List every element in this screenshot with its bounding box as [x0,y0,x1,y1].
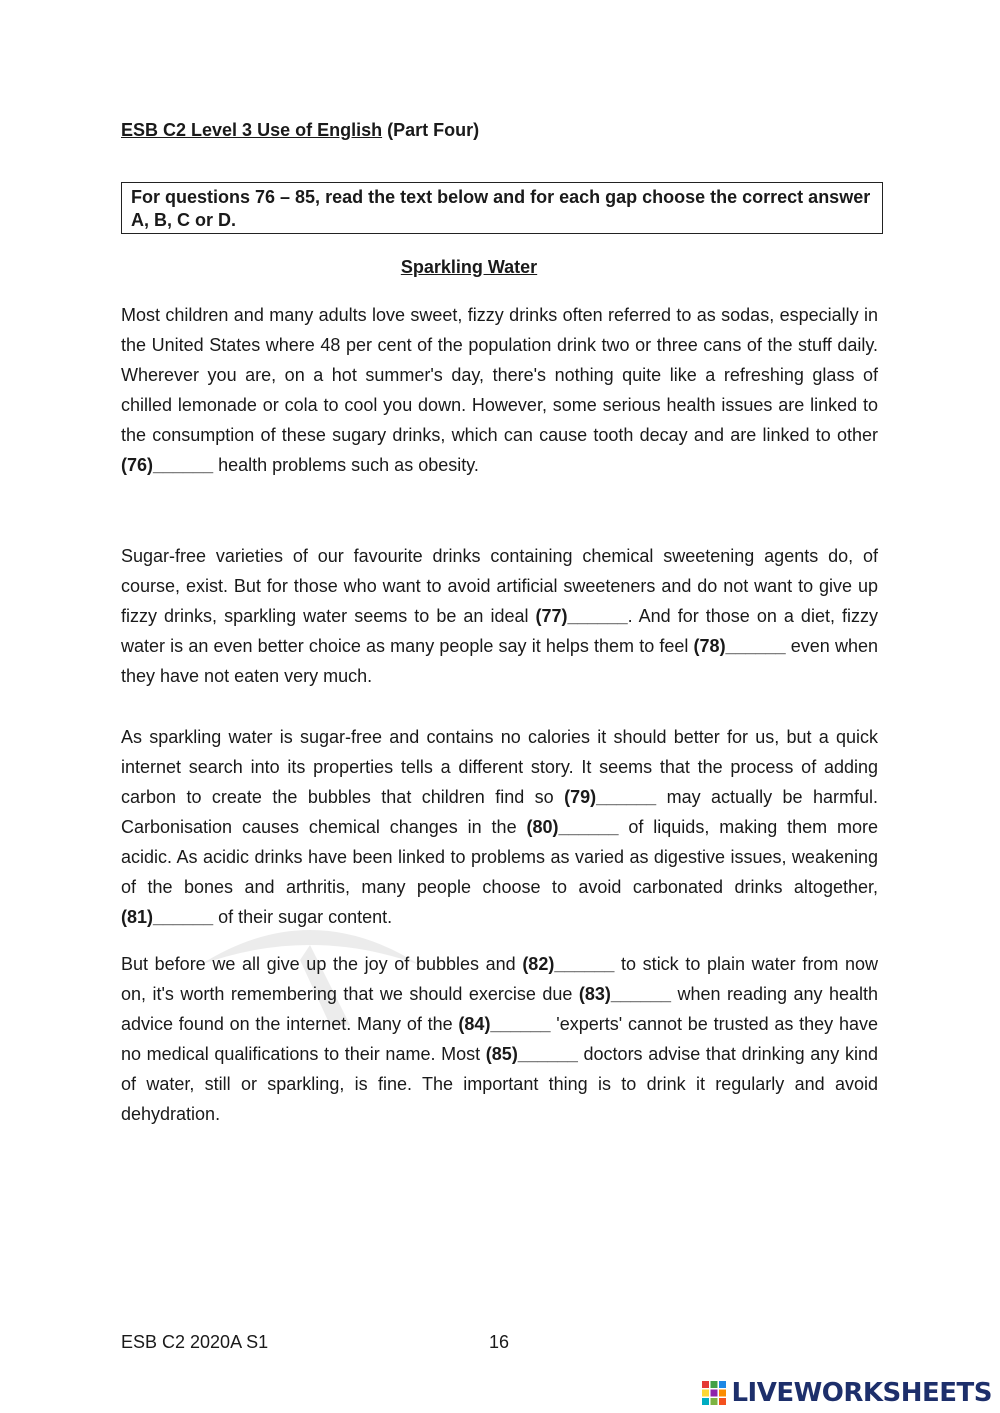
gap-84[interactable]: (84)______ [458,1014,551,1034]
paragraph-text: to stick to plain water from now on, it's worth remembering that we should exercise due [121,954,878,1004]
paragraph-text: 'experts' cannot be trusted as they have no medical qualifications to their name. Most [121,1014,878,1064]
gap-80[interactable]: (80)______ [526,817,619,837]
paragraph-text: health problems such as obesity. [213,455,479,475]
paragraph-text: of liquids, making them more acidic. As acidic drinks have been linked to problems as varied as digestive issues, weakening of the bones and arthritis, many people choose to avoid carbonated drinks altogether, [121,817,878,897]
paragraph-1 [121,300,878,480]
gap-82[interactable]: (82)______ [522,954,615,974]
paragraph-text: Sugar-free varieties of our favourite drinks containing chemical sweetening agents do, of course, exist. But for those who want to avoid artificial sweeteners and do not want to give up fizzy drinks, sparkling water seems to be an ideal [121,546,878,626]
gap-81[interactable]: (81)______ [121,907,214,927]
section-heading [121,120,479,141]
footer-code: ESB C2 2020A S1 [121,1332,269,1352]
gap-85[interactable]: (85)______ [485,1044,578,1064]
paragraph-4 [121,949,878,1129]
paragraph-2 [121,541,878,691]
paragraph-text: even when they have not eaten very much. [121,636,878,686]
paragraph-text: when reading any health advice found on the internet. Many of the [121,984,878,1034]
heading-suffix: (Part Four) [387,120,480,140]
gap-83[interactable]: (83)______ [578,984,671,1004]
paragraph-text: may actually be harmful. Carbonisation causes chemical changes in the [121,787,878,837]
paragraph-text: Most children and many adults love sweet, fizzy drinks often referred to as sodas, especially in the United States where 48 per cent of the population drink two or three cans of the stuff daily. Wherever you are, on a hot summer's day, there's nothing quite like a refreshing glass of chilled lemonade or cola to cool you down. However, some serious health issues are linked to the consumption of these sugary drinks, which can cause tooth decay and are linked to other [121,305,878,445]
text-title: Sparkling Water [400,257,538,277]
paragraph-text: of their sugar content. [213,907,393,927]
liveworksheets-logo-text: LIVEWORKSHEETS [731,1378,992,1408]
heading-title: ESB C2 Level 3 Use of English [121,120,383,140]
paragraph-text: doctors advise that drinking any kind of water, still or sparkling, is fine. The important thing is to drink it regularly and avoid dehydration. [121,1044,878,1124]
paragraph-3 [121,722,878,932]
paragraph-text: As sparkling water is sugar-free and contains no calories it should better for us, but a quick internet search into its properties tells a different story. It seems that the process of adding carbon to create the bubbles that children find so [121,727,878,807]
liveworksheets-logo[interactable] [701,1376,992,1410]
gap-76[interactable]: (76)______ [121,455,214,475]
gap-79[interactable]: (79)______ [564,787,657,807]
gap-77[interactable]: (77)______ [535,606,628,626]
paragraph-text: . And for those on a diet, fizzy water is an even better choice as many people say it helps them to feel [121,606,878,656]
liveworksheets-logo-icon [701,1380,727,1406]
page-number: 16 [489,1332,510,1352]
instruction-box: For questions 76 – 85, read the text below and for each gap choose the correct answer A, B, C or D. [121,182,883,234]
gap-78[interactable]: (78)______ [693,636,786,656]
paragraph-text: But before we all give up the joy of bubbles and [121,954,523,974]
